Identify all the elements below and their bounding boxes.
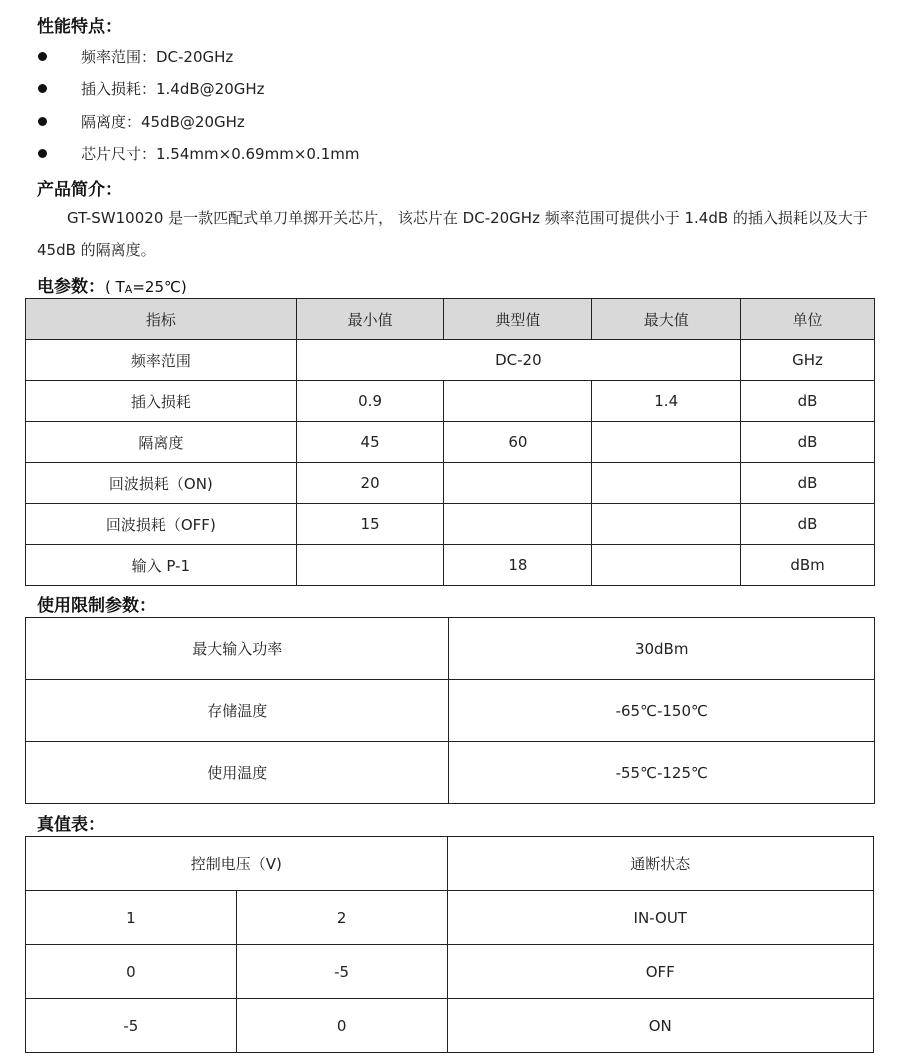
param-name-cell: 回波损耗（OFF) <box>26 504 297 545</box>
typ-cell <box>444 463 592 504</box>
limit-value-cell: 30dBm <box>449 618 875 680</box>
table-row <box>26 381 875 422</box>
max-cell <box>592 504 741 545</box>
features-title: 性能特点： <box>37 17 122 37</box>
table-row <box>26 891 874 945</box>
table-row <box>26 545 875 586</box>
limit-name-cell: 存储温度 <box>26 680 449 742</box>
range-cell: DC-20 <box>296 340 740 381</box>
temperature-note-suffix: =25℃) <box>132 278 187 296</box>
unit-cell: dBm <box>741 545 875 586</box>
feature-item-text: 频率范围：DC-20GHz <box>81 48 234 66</box>
v1-cell: -5 <box>26 999 237 1053</box>
electrical-table <box>25 298 875 586</box>
table-header-row <box>26 299 875 340</box>
unit-cell: dB <box>741 504 875 545</box>
limit-value-cell: -65℃-150℃ <box>449 680 875 742</box>
max-cell <box>592 545 741 586</box>
truth-title: 真值表： <box>37 815 105 835</box>
typ-cell: 18 <box>444 545 592 586</box>
bullet-icon <box>38 52 47 61</box>
unit-cell: GHz <box>741 340 875 381</box>
min-cell: 15 <box>296 504 444 545</box>
intro-title: 产品简介： <box>37 180 122 200</box>
max-cell <box>592 422 741 463</box>
state-header: 通断状态 <box>447 837 874 891</box>
v2-cell: 2 <box>236 891 447 945</box>
unit-cell: dB <box>741 381 875 422</box>
header-cell: 指标 <box>26 299 297 340</box>
table-row <box>26 945 874 999</box>
min-cell: 45 <box>296 422 444 463</box>
temperature-note <box>105 278 187 296</box>
v2-cell: 0 <box>236 999 447 1053</box>
v2-cell: -5 <box>236 945 447 999</box>
temperature-note-sub: A <box>124 283 133 296</box>
min-cell: 20 <box>296 463 444 504</box>
typ-cell <box>444 381 592 422</box>
param-name-cell: 插入损耗 <box>26 381 297 422</box>
table-row <box>26 680 875 742</box>
header-cell: 典型值 <box>444 299 592 340</box>
table-row <box>26 340 875 381</box>
header-cell: 最大值 <box>592 299 741 340</box>
table-row <box>26 463 875 504</box>
control-voltage-header: 控制电压（V) <box>26 837 448 891</box>
limit-name-cell: 使用温度 <box>26 742 449 804</box>
max-cell: 1.4 <box>592 381 741 422</box>
state-cell: OFF <box>447 945 874 999</box>
state-cell: IN-OUT <box>447 891 874 945</box>
param-name-cell: 回波损耗（ON) <box>26 463 297 504</box>
min-cell: 0.9 <box>296 381 444 422</box>
limit-value-cell: -55℃-125℃ <box>449 742 875 804</box>
min-cell <box>296 545 444 586</box>
table-row <box>26 618 875 680</box>
header-cell: 最小值 <box>296 299 444 340</box>
max-cell <box>592 463 741 504</box>
truth-table <box>25 836 874 1053</box>
limit-name-cell: 最大输入功率 <box>26 618 449 680</box>
electrical-title-text: 电参数： <box>37 277 105 297</box>
param-name-cell: 频率范围 <box>26 340 297 381</box>
bullet-icon <box>38 117 47 126</box>
limits-title: 使用限制参数： <box>37 596 156 616</box>
unit-cell: dB <box>741 422 875 463</box>
param-name-cell: 隔离度 <box>26 422 297 463</box>
param-name-cell: 输入 P-1 <box>26 545 297 586</box>
table-row <box>26 999 874 1053</box>
typ-cell <box>444 504 592 545</box>
bullet-icon <box>38 149 47 158</box>
table-row <box>26 504 875 545</box>
table-row <box>26 742 875 804</box>
v1-cell: 1 <box>26 891 237 945</box>
typ-cell: 60 <box>444 422 592 463</box>
state-cell: ON <box>447 999 874 1053</box>
electrical-title <box>37 272 187 297</box>
limits-table <box>25 617 875 804</box>
bullet-icon <box>38 84 47 93</box>
intro-text: GT-SW10020 是一款匹配式单刀单掷开关芯片， 该芯片在 DC-20GHz 频率范围可提供小于 1.4dB 的插入损耗以及大于 45dB 的隔离度。 <box>37 209 868 259</box>
feature-item-text: 隔离度：45dB@20GHz <box>81 113 245 131</box>
temperature-note-prefix: ( T <box>105 278 125 296</box>
unit-cell: dB <box>741 463 875 504</box>
v1-cell: 0 <box>26 945 237 999</box>
feature-item-text: 芯片尺寸：1.54mm×0.69mm×0.1mm <box>81 145 360 163</box>
feature-item-text: 插入损耗：1.4dB@20GHz <box>81 80 265 98</box>
table-header-row <box>26 837 874 891</box>
header-cell: 单位 <box>741 299 875 340</box>
table-row <box>26 422 875 463</box>
